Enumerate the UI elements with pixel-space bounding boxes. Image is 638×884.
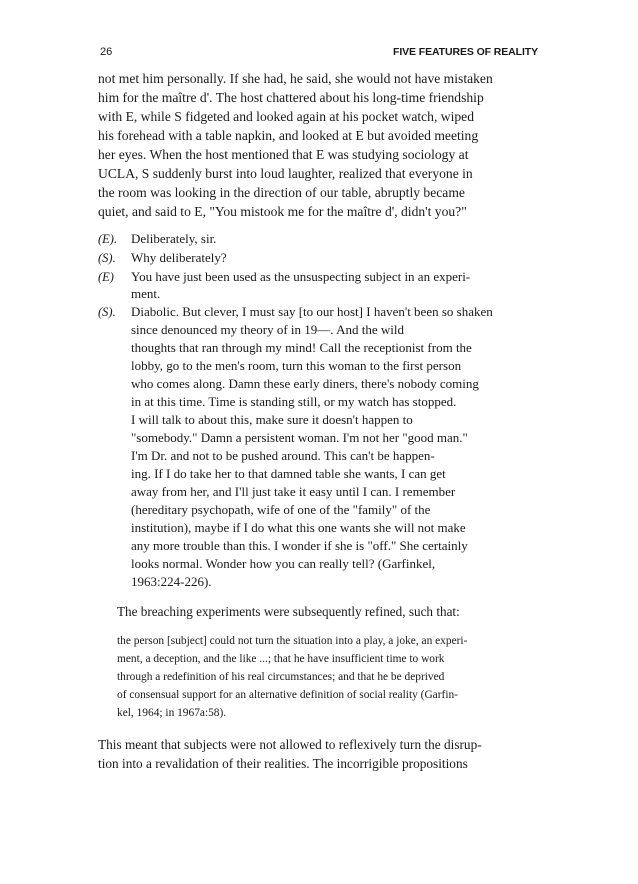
dialogue-line: "somebody." Damn a persistent woman. I'm not her "good man." bbox=[131, 430, 468, 445]
dialogue-line: thoughts that ran through my mind! Call the receptionist from the bbox=[131, 340, 472, 355]
speaker-label: (S). bbox=[98, 251, 116, 265]
page-header bbox=[100, 46, 538, 62]
dialogue-line: institution), maybe if I do what this one wants she will not make bbox=[131, 520, 466, 535]
text-line: with E, while S fidgeted and looked again at his pocket watch, wiped bbox=[98, 109, 474, 124]
dialogue-line: in at this time. Time is standing still, or my watch has stopped. bbox=[131, 394, 457, 409]
dialogue-line: I'm Dr. and not to be pushed around. This can't be happen- bbox=[131, 448, 435, 463]
text-line: tion into a revalidation of their realities. The incorrigible propositions bbox=[98, 756, 468, 771]
dialogue-line: I will talk to about this, make sure it doesn't happen to bbox=[131, 412, 413, 427]
dialogue-line: You have just been used as the unsuspecting subject in an experi- bbox=[131, 269, 471, 284]
quote-line: the person [subject] could not turn the situation into a play, a joke, an experi- bbox=[117, 635, 468, 647]
running-title: FIVE FEATURES OF REALITY bbox=[393, 46, 538, 58]
speaker-label: (E). bbox=[98, 232, 118, 246]
dialogue-line: looks normal. Wonder how you can really tell? (Garfinkel, bbox=[131, 556, 436, 571]
text-line: quiet, and said to E, "You mistook me for the maître d', didn't you?" bbox=[98, 204, 467, 219]
text-line: him for the maître d'. The host chattered about his long-time friendship bbox=[98, 90, 484, 105]
dialogue-line: since denounced my theory of in 19—. And the wild bbox=[131, 322, 404, 337]
dialogue-line: Deliberately, sir. bbox=[131, 231, 217, 246]
speaker-label: (S). bbox=[98, 305, 116, 319]
text-line: her eyes. When the host mentioned that E was studying sociology at bbox=[98, 147, 469, 162]
dialogue-line: away from her, and I'll just take it easy until I can. I remember bbox=[131, 484, 456, 499]
quote-line: ment, a deception, and the like ...; that he have insufficient time to work bbox=[117, 653, 445, 665]
text-line: This meant that subjects were not allowed to reflexively turn the disrup- bbox=[98, 737, 482, 752]
dialogue-line: ment. bbox=[131, 286, 161, 301]
text-line: his forehead with a table napkin, and looked at E but avoided meeting bbox=[98, 128, 479, 143]
dialogue-line: ing. If I do take her to that damned table she wants, I can get bbox=[131, 466, 446, 481]
quote-line: through a redefinition of his real circumstances; and that he be deprived bbox=[117, 671, 445, 683]
page-number: 26 bbox=[100, 46, 113, 58]
intro-sentence: The breaching experiments were subsequently refined, such that: bbox=[117, 604, 460, 619]
quote-line: of consensual support for an alternative definition of social reality (Garfin- bbox=[117, 689, 458, 701]
text-line: not met him personally. If she had, he said, she would not have mistaken bbox=[98, 71, 493, 86]
speaker-label: (E) bbox=[98, 270, 114, 284]
dialogue-line: who comes along. Damn these early diners, there's nobody coming bbox=[131, 376, 479, 391]
dialogue-line: 1963:224-226). bbox=[131, 574, 212, 589]
dialogue-line: Why deliberately? bbox=[131, 250, 227, 265]
text-line: UCLA, S suddenly burst into loud laughter, realized that everyone in bbox=[98, 166, 473, 181]
dialogue-line: lobby, go to the men's room, turn this woman to the first person bbox=[131, 358, 462, 373]
dialogue-line: (hereditary psychopath, wife of one of the "family" of the bbox=[131, 502, 431, 517]
text-line: the room was looking in the direction of our table, abruptly became bbox=[98, 185, 465, 200]
dialogue-line: any more trouble than this. I wonder if she is "off." She certainly bbox=[131, 538, 468, 553]
dialogue-line: Diabolic. But clever, I must say [to our host] I haven't been so shaken bbox=[131, 304, 493, 319]
quote-line: kel, 1964; in 1967a:58). bbox=[117, 707, 227, 719]
